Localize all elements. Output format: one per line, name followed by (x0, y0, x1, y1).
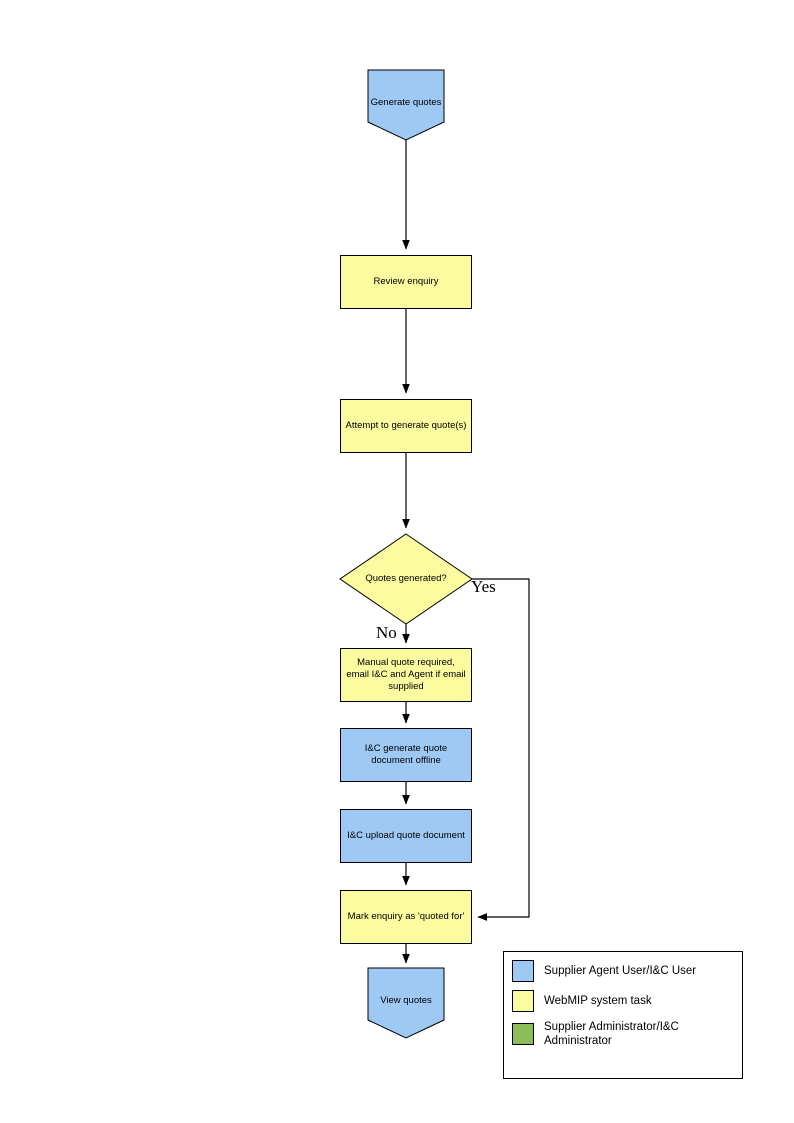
node-view-quotes-shape (368, 968, 444, 1038)
legend-label: WebMIP system task (544, 994, 652, 1007)
legend-label: Supplier Agent User/I&C User (544, 964, 697, 977)
legend-item (504, 1016, 742, 1053)
node-generate-quotes-label: Generate quotes (370, 97, 442, 109)
node-mark-enquiry-quoted-for[interactable]: Mark enquiry as 'quoted for' (340, 890, 472, 944)
edge-label-no: No (376, 623, 397, 642)
node-ic-generate-quote-offline[interactable]: I&C generate quote document offline (340, 728, 472, 782)
legend-item (504, 952, 742, 986)
legend-swatch-supplier-administrator (512, 1023, 534, 1045)
node-quotes-generated-label: Quotes generated? (365, 573, 447, 585)
node-view-quotes-label: View quotes (380, 995, 432, 1007)
node-ic-upload-quote-document[interactable]: I&C upload quote document (340, 809, 472, 863)
node-manual-quote-required[interactable]: Manual quote required, email I&C and Agent if email supplied (340, 648, 472, 702)
legend (503, 951, 743, 1079)
node-review-enquiry[interactable]: Review enquiry (340, 255, 472, 309)
legend-swatch-webmip-task (512, 990, 534, 1012)
legend-label: Supplier Administrator/I&C Administrator (544, 1021, 679, 1048)
node-quotes-generated-shape (340, 534, 472, 624)
legend-item (504, 986, 742, 1016)
node-attempt-generate-quotes[interactable]: Attempt to generate quote(s) (340, 399, 472, 453)
edge-label-yes: Yes (471, 577, 496, 596)
node-generate-quotes-shape (368, 70, 444, 140)
legend-swatch-supplier-agent (512, 960, 534, 982)
